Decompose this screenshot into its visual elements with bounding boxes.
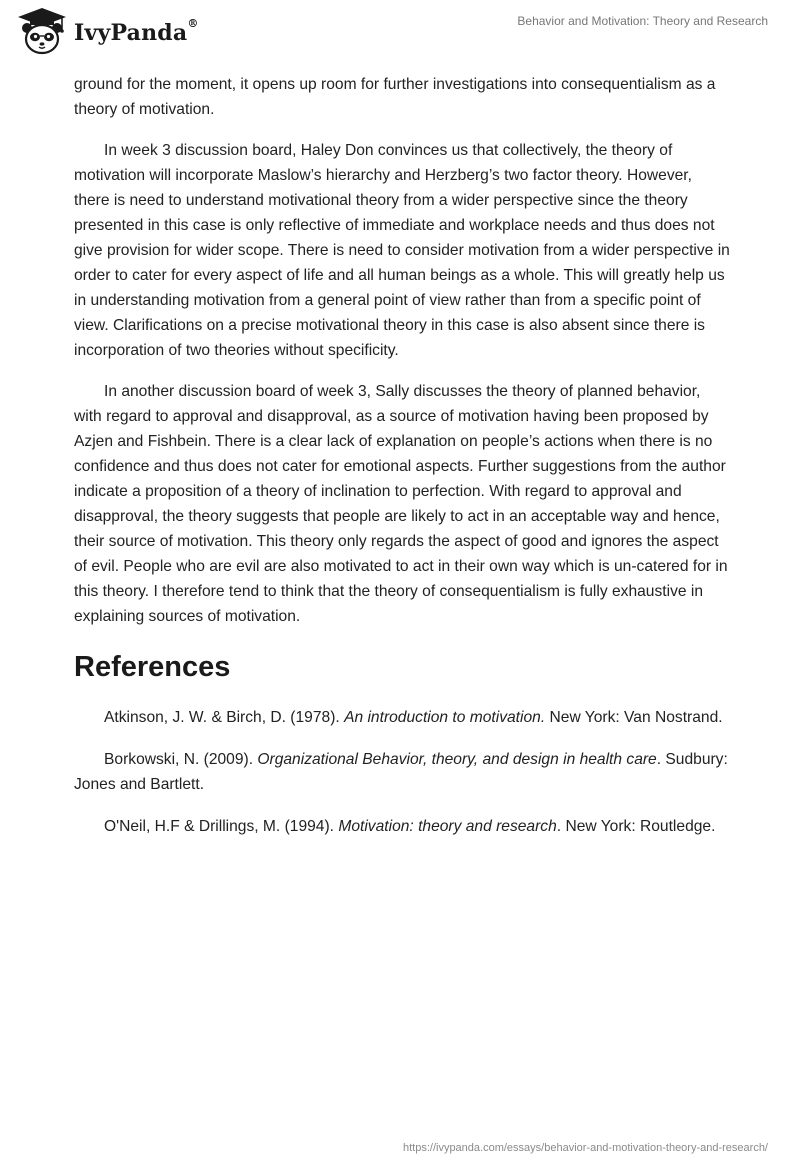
reference-title: Motivation: theory and research	[338, 818, 557, 835]
ivypanda-logo[interactable]	[14, 6, 199, 56]
document-title: Behavior and Motivation: Theory and Research	[517, 14, 768, 28]
source-url-link[interactable]: https://ivypanda.com/essays/behavior-and-motivation-theory-and-research/	[402, 1142, 768, 1154]
reference-item: O'Neil, H.F & Drillings, M. (1994). Motivation: theory and research. New York: Routledge.	[104, 818, 716, 835]
brand-name: IvyPanda®	[74, 17, 199, 46]
reference-title: An introduction to motivation.	[344, 709, 546, 726]
paragraph-3: In another discussion board of week 3, Sally discusses the theory of planned behavior, with regard to approval and disapproval, as a source of motivation having been proposed by Azjen and Fishbein. There is a clear lack of explanation on people’s actions when there is no confidence and thus does not cater for emotional aspects. Further suggestions from the author indicate a proposition of a theory of inclination to perfection. With regard to approval and disapproval, the theory suggests that people are likely to act in an acceptable way and hence, their source of motivation. This theory only regards the aspect of good and ignores the aspect of evil. People who are evil are also motivated to act in their own way which is un-catered for in this theory. I therefore tend to think that the theory of consequentialism is fully exhaustive in explaining sources of motivation.	[74, 383, 728, 625]
reference-title: Organizational Behavior, theory, and design in health care	[257, 751, 657, 768]
reference-item: Atkinson, J. W. & Birch, D. (1978). An introduction to motivation. New York: Van Nostrand.	[104, 709, 723, 726]
paragraph-2: In week 3 discussion board, Haley Don convinces us that collectively, the theory of motivation will incorporate Maslow’s hierarchy and Herzberg’s two factor theory. However, there is need to understand motivational theory from a wider perspective since the theory presented in this case is only reflective of immediate and workplace needs and thus does not give provision for wider scope. There is need to consider motivation from a wider perspective in order to cater for every aspect of life and all human beings as a whole. This will greatly help us in understanding motivation from a general point of view rather than from a specific point of view. Clarifications on a precise motivational theory in this case is also absent since there is incorporation of two theories without specificity.	[74, 142, 730, 359]
reference-item: Borkowski, N. (2009). Organizational Behavior, theory, and design in health care. Sudbury: Jones and Bartlett.	[74, 751, 728, 793]
paragraph-1: ground for the moment, it opens up room for further investigations into consequentialism as a theory of motivation.	[74, 76, 716, 118]
references-heading: References	[74, 651, 231, 683]
panda-graduate-icon	[14, 6, 70, 56]
page-header	[0, 0, 800, 62]
registered-mark: ®	[187, 17, 199, 30]
essay-content	[74, 72, 730, 856]
